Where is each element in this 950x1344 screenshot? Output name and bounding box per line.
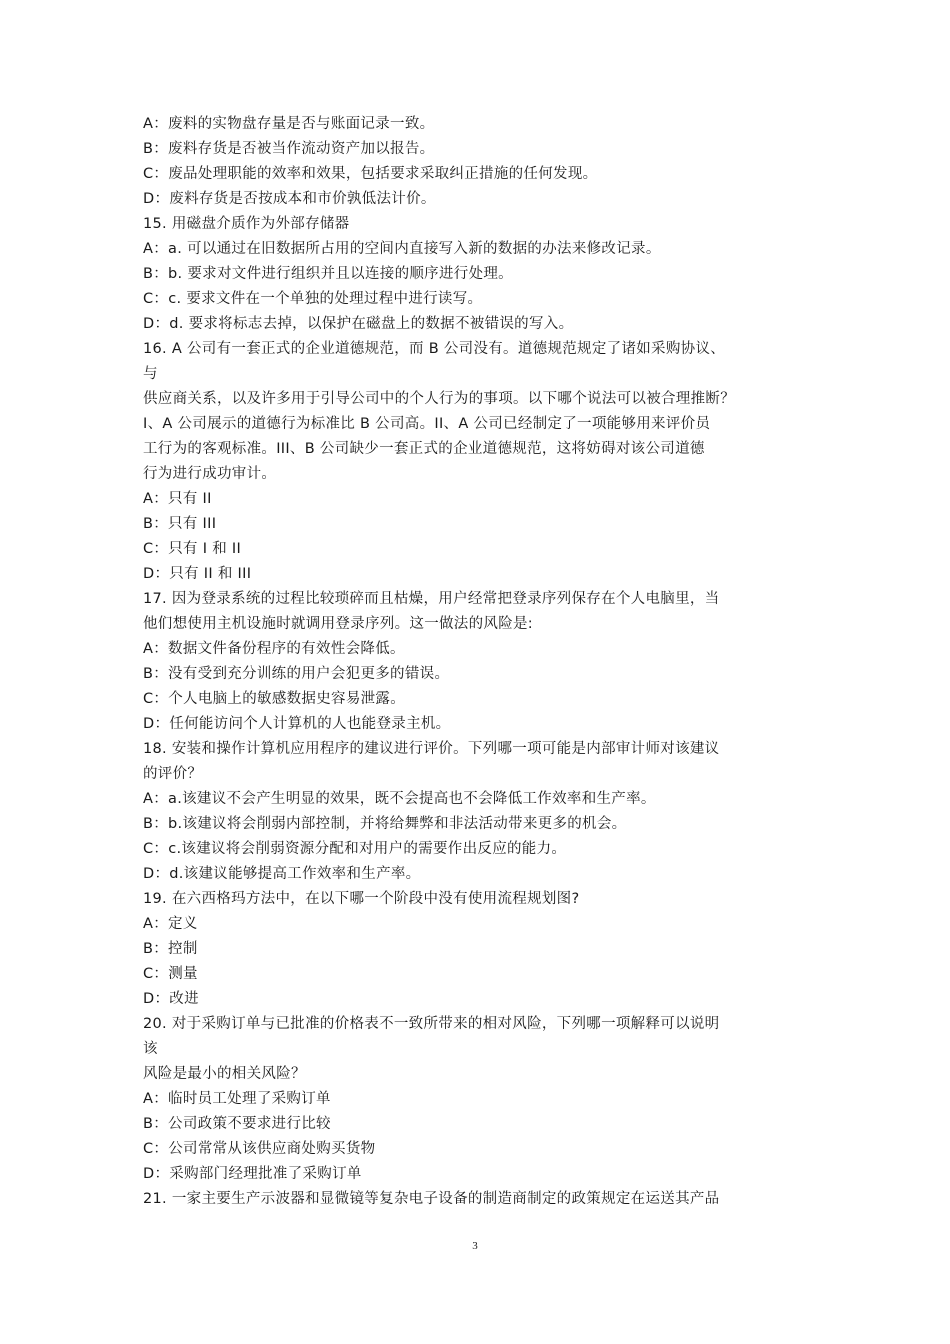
text-line: C：c.该建议将会削弱资源分配和对用户的需要作出反应的能力。: [143, 841, 567, 857]
question-16: 16. A 公司有一套正式的企业道德规范，而 B 公司没有。道德规范规定了诸如采购协议、: [143, 341, 726, 357]
text-line: D：只有 II 和 III: [143, 566, 252, 582]
text-line: A：a.该建议不会产生明显的效果，既不会提高也不会降低工作效率和生产率。: [143, 791, 656, 807]
text-line: 行为进行成功审计。: [143, 466, 277, 482]
text-line: A：数据文件备份程序的有效性会降低。: [143, 641, 405, 657]
text-line: B：b. 要求对文件进行组织并且以连接的顺序进行处理。: [143, 266, 513, 282]
text-line: B：废料存货是否被当作流动资产加以报告。: [143, 141, 435, 157]
text-line: 他们想使用主机设施时就调用登录序列。这一做法的风险是:: [143, 616, 533, 632]
text-line: 风险是最小的相关风险？: [143, 1066, 306, 1082]
question-17: 17. 因为登录系统的过程比较琐碎而且枯燥，用户经常把登录序列保存在个人电脑里，当: [143, 591, 720, 607]
text-line: B：控制: [143, 941, 198, 957]
text-line: 与: [143, 366, 158, 382]
text-line: C：个人电脑上的敏感数据史容易泄露。: [143, 691, 406, 707]
text-line: D：改进: [143, 991, 199, 1007]
question-18: 18. 安装和操作计算机应用程序的建议进行评价。下列哪一项可能是内部审计师对该建议: [143, 741, 720, 757]
document-body: [143, 112, 823, 1212]
text-line: A：定义: [143, 916, 198, 932]
text-line: 该: [143, 1041, 158, 1057]
text-line: C：测量: [143, 966, 198, 982]
text-line: D：d. 要求将标志去掉，以保护在磁盘上的数据不被错误的写入。: [143, 316, 574, 332]
text-line: C：c. 要求文件在一个单独的处理过程中进行读写。: [143, 291, 483, 307]
text-line: 供应商关系，以及许多用于引导公司中的个人行为的事项。以下哪个说法可以被合理推断？: [143, 391, 735, 407]
text-line: C：废品处理职能的效率和效果，包括要求采取纠正措施的任何发现。: [143, 166, 598, 182]
text-line: C：公司常常从该供应商处购买货物: [143, 1141, 376, 1157]
text-line: C：只有 I 和 II: [143, 541, 242, 557]
text-line: 的评价？: [143, 766, 203, 782]
text-line: B：b.该建议将会削弱内部控制，并将给舞弊和非法活动带来更多的机会。: [143, 816, 627, 832]
text-line: D：采购部门经理批准了采购订单: [143, 1166, 362, 1182]
text-line: A：废料的实物盘存量是否与账面记录一致。: [143, 116, 435, 132]
text-line: B：只有 III: [143, 516, 217, 532]
page-number: 3: [472, 1240, 478, 1252]
text-line: D：任何能访问个人计算机的人也能登录主机。: [143, 716, 451, 732]
text-line: A：临时员工处理了采购订单: [143, 1091, 331, 1107]
question-15: 15. 用磁盘介质作为外部存储器: [143, 216, 350, 232]
text-line: B：没有受到充分训练的用户会犯更多的错误。: [143, 666, 450, 682]
text-line: A：只有 II: [143, 491, 212, 507]
text-line: B：公司政策不要求进行比较: [143, 1116, 331, 1132]
text-line: A：a. 可以通过在旧数据所占用的空间内直接写入新的数据的办法来修改记录。: [143, 241, 661, 257]
question-21: 21. 一家主要生产示波器和显微镜等复杂电子设备的制造商制定的政策规定在运送其产品: [143, 1191, 720, 1207]
text-line: D：d.该建议能够提高工作效率和生产率。: [143, 866, 421, 882]
text-line: I、A 公司展示的道德行为标准比 B 公司高。II、A 公司已经制定了一项能够用来评价员: [143, 416, 711, 432]
question-20: 20. 对于采购订单与已批准的价格表不一致所带来的相对风险，下列哪一项解释可以说明: [143, 1016, 720, 1032]
question-19: 19. 在六西格玛方法中，在以下哪一个阶段中没有使用流程规划图?: [143, 891, 580, 907]
text-line: 工行为的客观标准。III、B 公司缺少一套正式的企业道德规范，这将妨碍对该公司道德: [143, 441, 705, 457]
text-line: D：废料存货是否按成本和市价孰低法计价。: [143, 191, 436, 207]
